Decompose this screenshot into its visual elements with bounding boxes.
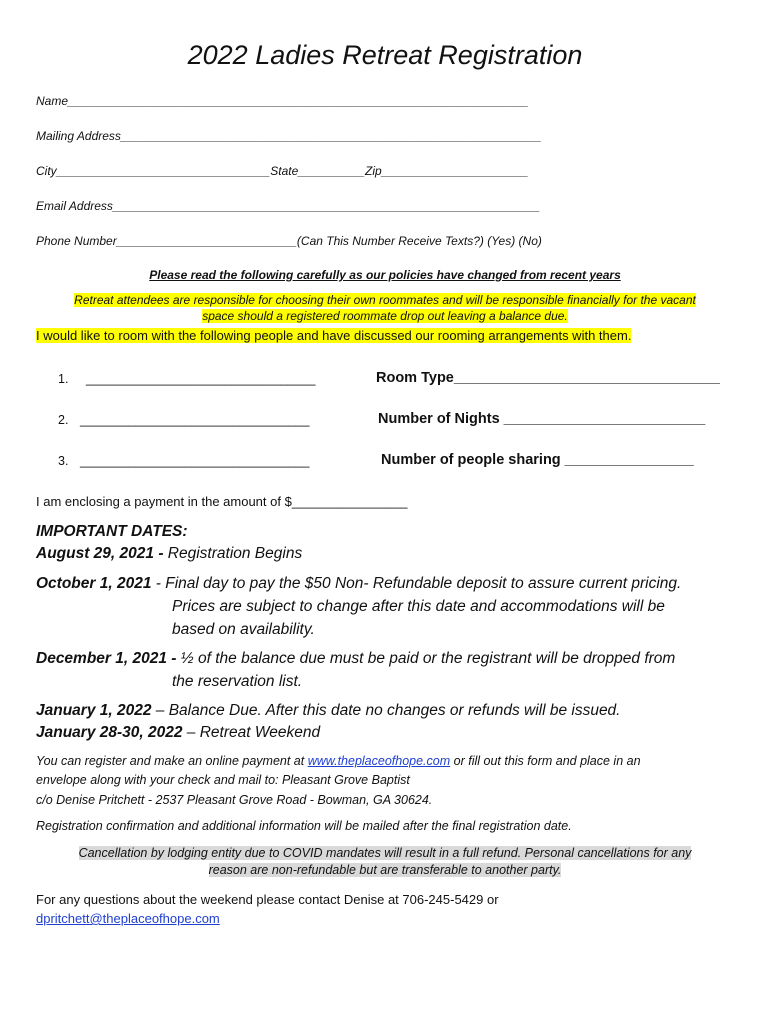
date-deposit-deadline — [36, 575, 681, 593]
date-key: January 28-30, 2022 — [36, 724, 183, 741]
roommate-2-field[interactable]: _________________________________ — [80, 413, 310, 427]
people-sharing-field[interactable]: Number of people sharing ________________ — [381, 452, 694, 468]
date-balance-due — [36, 702, 621, 720]
phone-number-field[interactable]: Phone Number___________________________(Can This Number Receive Texts?) (Yes) (No) — [36, 234, 542, 248]
roommate-notice-line2: space should a registered roommate drop out leaving a balance due. — [202, 309, 568, 323]
confirmation-note: Registration confirmation and additional information will be mailed after the final registration date. — [36, 819, 572, 833]
roommate-3-field[interactable]: _________________________________ — [80, 454, 310, 468]
number-of-nights-field[interactable]: Number of Nights _________________________ — [378, 411, 706, 427]
roommate-2-number: 2. — [58, 413, 69, 427]
roommate-1-field[interactable]: _________________________________ — [86, 372, 316, 386]
mailing-address-line: c/o Denise Pritchett - 2537 Pleasant Grove Road - Bowman, GA 30624. — [36, 793, 433, 807]
register-post: or fill out this form and place in an — [450, 754, 641, 768]
register-pre: You can register and make an online payment at — [36, 754, 308, 768]
mailing-address-field[interactable]: Mailing Address_______________________________________________________________ — [36, 129, 542, 143]
date-deposit-text-3: based on availability. — [172, 621, 315, 638]
contact-email-wrap — [36, 911, 220, 926]
room-type-field[interactable]: Room Type_________________________________ — [376, 370, 720, 386]
roommate-notice — [0, 293, 770, 325]
name-field[interactable]: Name_____________________________________________________________________ — [36, 94, 529, 108]
contact-line: For any questions about the weekend please contact Denise at 706-245-5429 or — [36, 892, 499, 907]
roommate-notice-line1: Retreat attendees are responsible for choosing their own roommates and will be responsible financially for the vacant — [74, 293, 696, 307]
date-retreat-weekend — [36, 724, 320, 742]
payment-amount-field[interactable]: I am enclosing a payment in the amount of $________________ — [36, 494, 408, 509]
room-with-statement — [36, 328, 631, 343]
date-key: December 1, 2021 - — [36, 650, 181, 667]
date-deposit-text-2: Prices are subject to change after this date and accommodations will be — [172, 598, 665, 615]
roommate-3-number: 3. — [58, 454, 69, 468]
roommate-1-number: 1. — [58, 372, 69, 386]
room-with-text: I would like to room with the following people and have discussed our rooming arrangements with them. — [36, 328, 632, 343]
date-text: – Retreat Weekend — [182, 724, 321, 741]
date-text: – Balance Due. After this date no changes or refunds will be issued. — [151, 702, 621, 719]
date-key: August 29, 2021 - — [36, 545, 168, 562]
policy-heading: Please read the following carefully as our policies have changed from recent years — [149, 268, 621, 282]
register-line-1 — [36, 754, 641, 768]
date-text: - Final day to pay the $50 Non- Refundable deposit to assure current pricing. — [151, 575, 682, 592]
contact-email-link[interactable]: dpritchett@theplaceofhope.com — [36, 911, 220, 926]
website-link[interactable]: www.theplaceofhope.com — [307, 754, 451, 768]
cancellation-line2: reason are non-refundable but are transferable to another party. — [208, 863, 562, 877]
cancellation-notice — [0, 846, 770, 880]
register-line-2: envelope along with your check and mail to: Pleasant Grove Baptist — [36, 773, 410, 787]
email-address-field[interactable]: Email Address________________________________________________________________ — [36, 199, 541, 213]
page-title: 2022 Ladies Retreat Registration — [187, 40, 583, 70]
date-half-balance-text-2: the reservation list. — [172, 673, 303, 690]
date-text: Registration Begins — [167, 545, 303, 562]
date-text: ½ of the balance due must be paid or the registrant will be dropped from — [180, 650, 676, 667]
date-key: October 1, 2021 — [36, 575, 152, 592]
date-key: January 1, 2022 — [36, 702, 152, 719]
date-registration-begins — [36, 545, 302, 563]
important-dates-heading: IMPORTANT DATES: — [36, 523, 188, 540]
date-half-balance — [36, 650, 675, 668]
city-state-zip-field[interactable]: City________________________________State__________Zip______________________ — [36, 164, 529, 178]
cancellation-line1: Cancellation by lodging entity due to COVID mandates will result in a full refund. Personal cancellations for any — [78, 846, 692, 860]
